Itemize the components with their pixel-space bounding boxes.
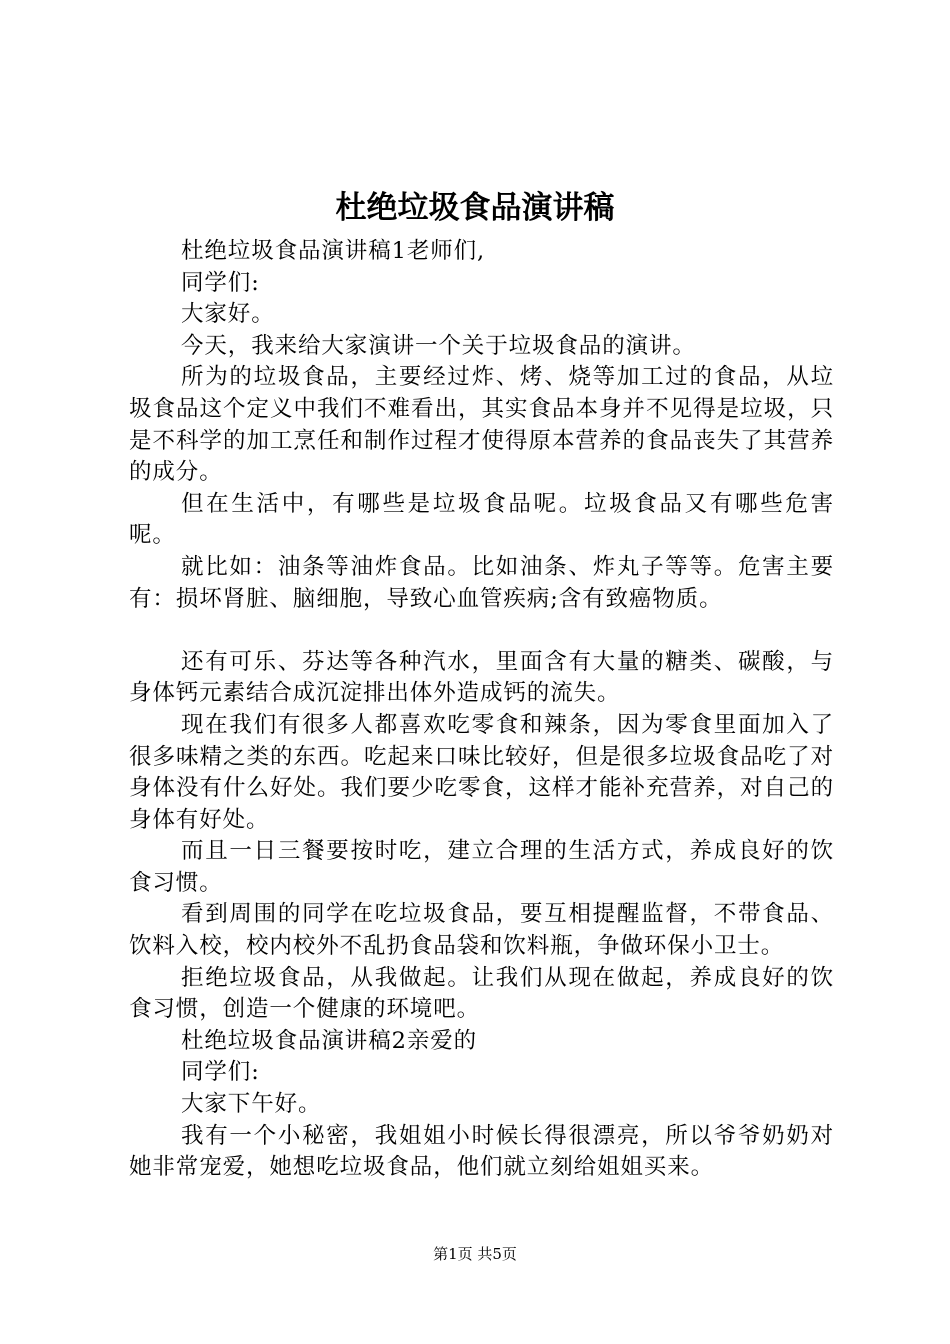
paragraph: 看到周围的同学在吃垃圾食品，要互相提醒监督，不带食品、饮料入校，校内校外不乱扔食品袋和饮料瓶，争做环保小卫士。 (129, 901, 834, 960)
paragraph: 杜绝垃圾食品演讲稿2亲爱的 (181, 1027, 478, 1054)
paragraph: 拒绝垃圾食品，从我做起。让我们从现在做起，养成良好的饮食习惯，创造一个健康的环境吧。 (129, 964, 834, 1023)
paragraph: 而且一日三餐要按时吃，建立合理的生活方式，养成良好的饮食习惯。 (129, 838, 834, 896)
paragraph: 同学们: (181, 1059, 260, 1086)
document-title: 杜绝垃圾食品演讲稿 (335, 190, 615, 226)
page-footer: 第1页 共5页 (433, 1245, 517, 1263)
paragraph: 现在我们有很多人都喜欢吃零食和辣条，因为零食里面加入了很多味精之类的东西。吃起来口味比较好，但是很多垃圾食品吃了对身体没有什么好处。我们要少吃零食，这样才能补充营养，对自己的身体有好处。 (129, 711, 834, 833)
paragraph: 今天，我来给大家演讲一个关于垃圾食品的演讲。 (181, 332, 696, 359)
document-body (129, 236, 834, 1184)
paragraph: 所为的垃圾食品，主要经过炸、烤、烧等加工过的食品，从垃圾食品这个定义中我们不难看出，其实食品本身并不见得是垃圾，只是不科学的加工烹任和制作过程才使得原本营养的食品丧失了其营养的成分。 (129, 364, 834, 486)
paragraph: 大家下午好。 (181, 1091, 322, 1118)
paragraph: 还有可乐、芬达等各种汽水，里面含有大量的糖类、碳酸，与身体钙元素结合成沉淀排出体外造成钙的流失。 (129, 648, 834, 707)
blank-line (129, 615, 834, 647)
paragraph: 大家好。 (181, 301, 275, 328)
paragraph: 就比如：油条等油炸食品。比如油条、炸丸子等等。危害主要有：损坏肾脏、脑细胞，导致心血管疾病;含有致癌物质。 (129, 553, 834, 612)
paragraph: 但在生活中，有哪些是垃圾食品呢。垃圾食品又有哪些危害呢。 (129, 490, 834, 549)
paragraph: 同学们: (181, 269, 260, 296)
paragraph: 我有一个小秘密，我姐姐小时候长得很漂亮，所以爷爷奶奶对她非常宠爱，她想吃垃圾食品，他们就立刻给姐姐买来。 (129, 1122, 834, 1181)
paragraph: 杜绝垃圾食品演讲稿1老师们, (181, 238, 486, 264)
